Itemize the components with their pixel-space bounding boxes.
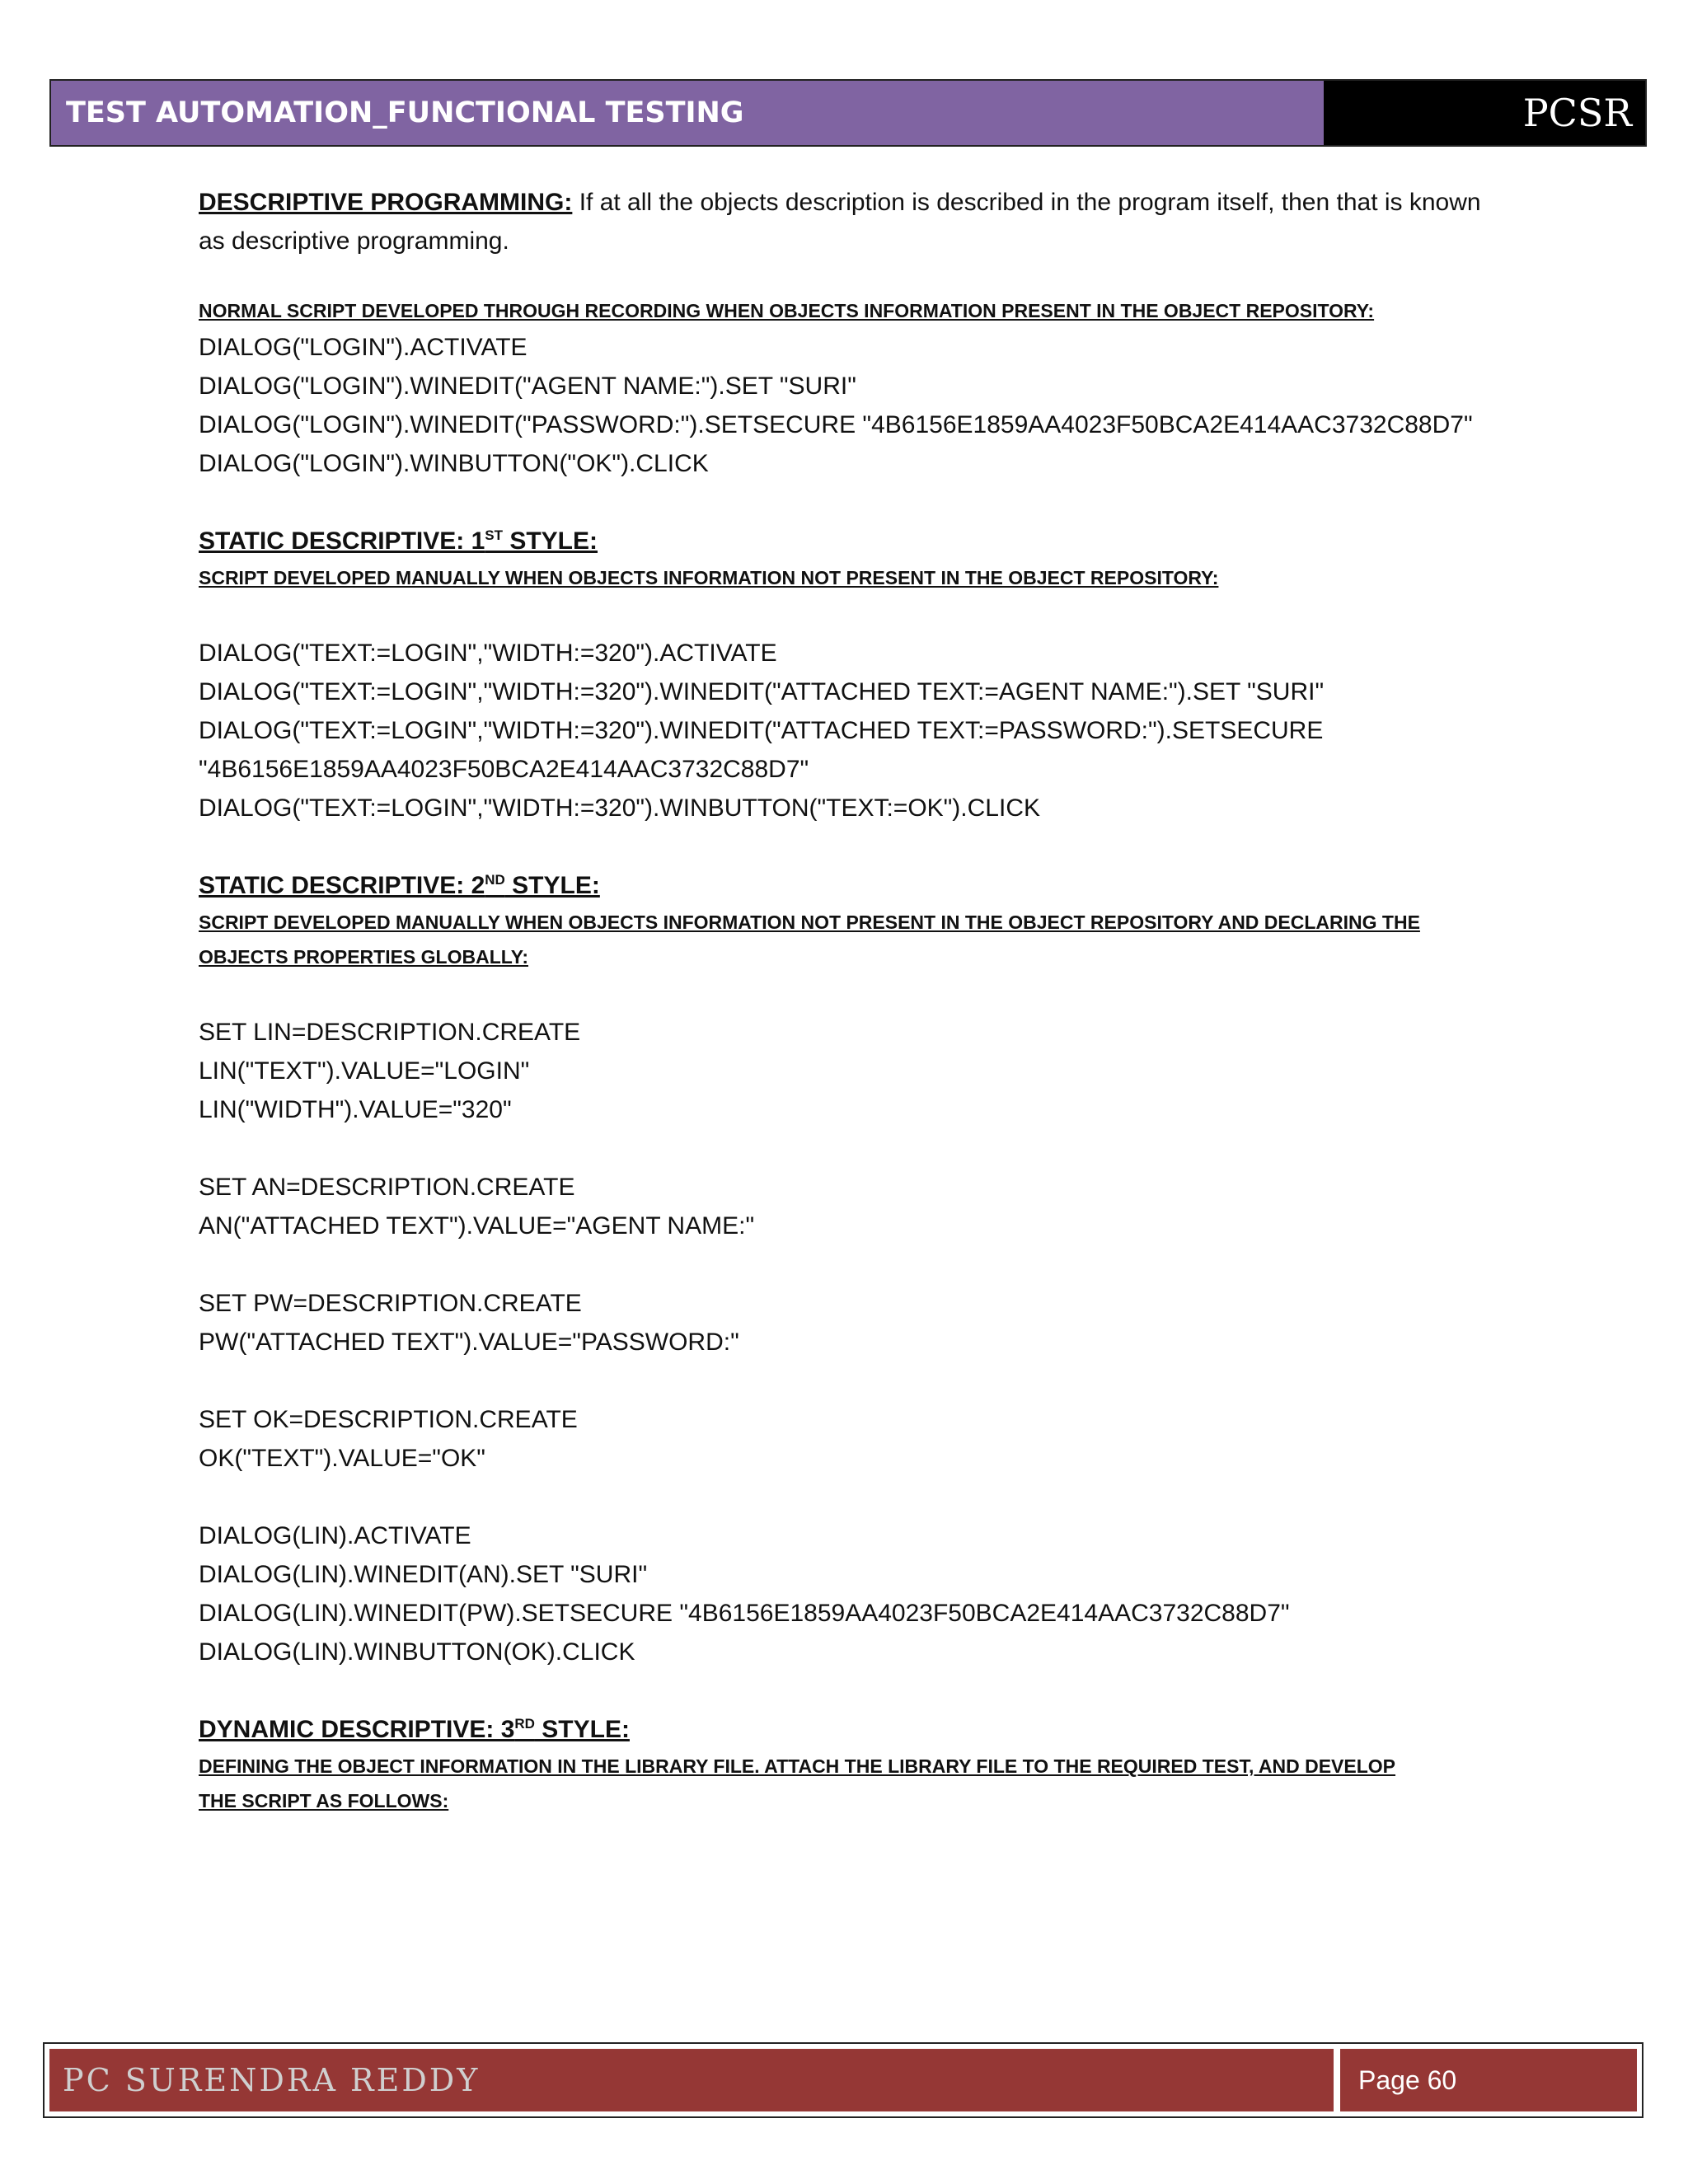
code-line: DIALOG(LIN).WINBUTTON(OK).CLICK bbox=[199, 1638, 635, 1666]
code-line: DIALOG("TEXT:=LOGIN","WIDTH:=320").WINEDIT("ATTACHED TEXT:=PASSWORD:").SETSECURE bbox=[199, 717, 1324, 744]
intro-text-2: as descriptive programming. bbox=[199, 227, 509, 255]
code-line: DIALOG("LOGIN").WINEDIT("PASSWORD:").SETSECURE "4B6156E1859AA4023F50BCA2E414AAC3732C88D7" bbox=[199, 411, 1473, 438]
page-content bbox=[199, 183, 1517, 1818]
code-line: DIALOG("LOGIN").WINBUTTON("OK").CLICK bbox=[199, 450, 709, 477]
code-line: SET LIN=DESCRIPTION.CREATE bbox=[199, 1019, 581, 1046]
code-line: DIALOG("LOGIN").WINEDIT("AGENT NAME:").SET "SURI" bbox=[199, 373, 856, 400]
footer-author: PC SURENDRA REDDY bbox=[49, 2049, 1334, 2111]
page-footer bbox=[43, 2042, 1643, 2118]
code-line: DIALOG(LIN).WINEDIT(AN).SET "SURI" bbox=[199, 1561, 648, 1588]
page-header bbox=[49, 79, 1647, 147]
code-line: AN("ATTACHED TEXT").VALUE="AGENT NAME:" bbox=[199, 1212, 755, 1240]
code-line: DIALOG("TEXT:=LOGIN","WIDTH:=320").ACTIVATE bbox=[199, 640, 777, 667]
style1-heading: STATIC DESCRIPTIVE: 1ST STYLE: bbox=[199, 527, 598, 555]
code-line: LIN("WIDTH").VALUE="320" bbox=[199, 1096, 512, 1123]
code-line: DIALOG(LIN).ACTIVATE bbox=[199, 1522, 471, 1549]
style2-heading: STATIC DESCRIPTIVE: 2ND STYLE: bbox=[199, 872, 600, 899]
normal-script-heading: NORMAL SCRIPT DEVELOPED THROUGH RECORDING WHEN OBJECTS INFORMATION PRESENT IN THE OBJECT REPOSITORY: bbox=[199, 300, 1375, 321]
header-brand: PCSR bbox=[1324, 81, 1645, 145]
style3-heading: DYNAMIC DESCRIPTIVE: 3RD STYLE: bbox=[199, 1716, 630, 1743]
style1-subheading: SCRIPT DEVELOPED MANUALLY WHEN OBJECTS INFORMATION NOT PRESENT IN THE OBJECT REPOSITORY: bbox=[199, 567, 1219, 588]
intro-paragraph bbox=[199, 183, 1517, 222]
code-line: OK("TEXT").VALUE="OK" bbox=[199, 1445, 485, 1472]
style2-subheading: SCRIPT DEVELOPED MANUALLY WHEN OBJECTS INFORMATION NOT PRESENT IN THE OBJECT REPOSITORY AND DECLARING THE bbox=[199, 912, 1420, 933]
code-line: SET OK=DESCRIPTION.CREATE bbox=[199, 1406, 578, 1433]
code-line: DIALOG("TEXT:=LOGIN","WIDTH:=320").WINBUTTON("TEXT:=OK").CLICK bbox=[199, 794, 1040, 822]
footer-page-number: Page 60 bbox=[1340, 2049, 1637, 2111]
style3-subheading: THE SCRIPT AS FOLLOWS: bbox=[199, 1790, 449, 1811]
style2-subheading: OBJECTS PROPERTIES GLOBALLY: bbox=[199, 946, 528, 968]
code-line: PW("ATTACHED TEXT").VALUE="PASSWORD:" bbox=[199, 1329, 739, 1356]
code-line: SET PW=DESCRIPTION.CREATE bbox=[199, 1290, 582, 1317]
code-line: DIALOG("TEXT:=LOGIN","WIDTH:=320").WINEDIT("ATTACHED TEXT:=AGENT NAME:").SET "SURI" bbox=[199, 678, 1325, 705]
code-line: DIALOG("LOGIN").ACTIVATE bbox=[199, 334, 528, 361]
intro-text: If at all the objects description is described in the program itself, then that is known bbox=[572, 189, 1481, 216]
header-title: TEST AUTOMATION_FUNCTIONAL TESTING bbox=[51, 81, 1324, 145]
code-line: SET AN=DESCRIPTION.CREATE bbox=[199, 1174, 575, 1201]
intro-term: DESCRIPTIVE PROGRAMMING: bbox=[199, 189, 573, 216]
code-line: DIALOG(LIN).WINEDIT(PW).SETSECURE "4B6156E1859AA4023F50BCA2E414AAC3732C88D7" bbox=[199, 1600, 1290, 1627]
code-line: "4B6156E1859AA4023F50BCA2E414AAC3732C88D7" bbox=[199, 756, 809, 783]
code-line: LIN("TEXT").VALUE="LOGIN" bbox=[199, 1057, 530, 1085]
style3-subheading: DEFINING THE OBJECT INFORMATION IN THE LIBRARY FILE. ATTACH THE LIBRARY FILE TO THE REQUIRED TEST, AND DEVELOP bbox=[199, 1755, 1396, 1777]
